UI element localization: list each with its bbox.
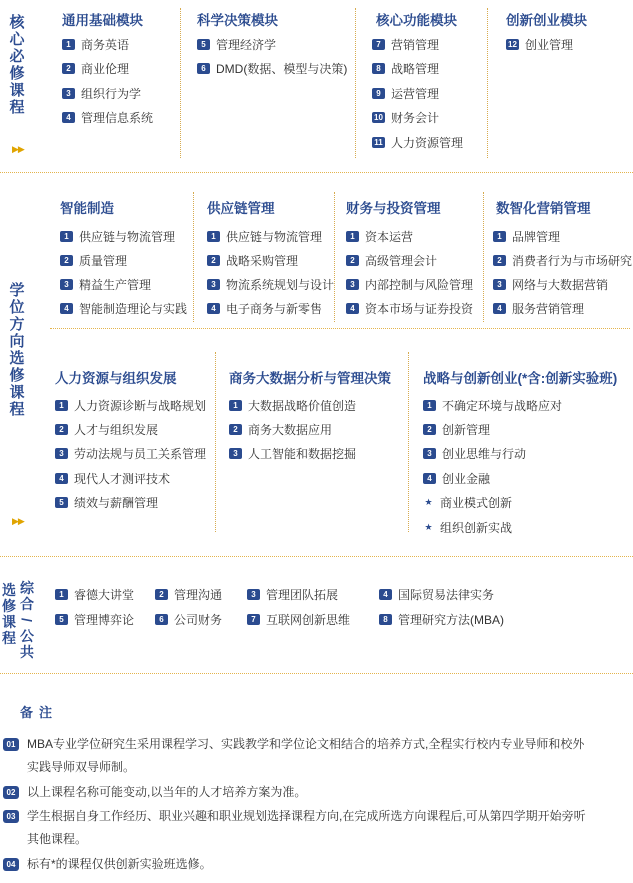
divider xyxy=(50,328,630,329)
course-item xyxy=(379,586,494,602)
note-number-badge: 04 xyxy=(3,858,19,871)
course-item xyxy=(62,61,129,77)
number-badge: 1 xyxy=(423,400,436,411)
course-item xyxy=(493,228,560,244)
course-item xyxy=(423,495,512,511)
module-title: 商务大数据分析与管理决策 xyxy=(229,371,391,386)
course-item xyxy=(423,470,490,486)
number-badge: 6 xyxy=(155,614,168,625)
note-number-badge: 03 xyxy=(3,810,19,823)
number-badge: 3 xyxy=(62,88,75,99)
course-item xyxy=(60,277,151,293)
course-item xyxy=(207,301,322,317)
course-name: 现代人才测评技术 xyxy=(74,471,171,486)
course-name: 营销管理 xyxy=(391,37,440,52)
number-badge: 3 xyxy=(493,279,506,290)
number-badge: 4 xyxy=(379,589,392,600)
number-badge: 3 xyxy=(346,279,359,290)
column-divider xyxy=(193,192,194,322)
number-badge: 7 xyxy=(372,39,385,50)
number-badge: 1 xyxy=(55,589,68,600)
number-badge: 2 xyxy=(155,589,168,600)
module-title: 创新创业模块 xyxy=(506,13,587,28)
course-item xyxy=(207,277,334,293)
course-name: 公司财务 xyxy=(174,612,223,627)
course-item xyxy=(55,397,206,413)
column-divider xyxy=(180,8,181,158)
course-name: 国际贸易法律实务 xyxy=(398,587,495,602)
course-item xyxy=(423,446,526,462)
course-name: 管理团队拓展 xyxy=(266,587,339,602)
course-name: 创新管理 xyxy=(442,422,491,437)
course-item xyxy=(372,110,439,126)
course-item xyxy=(60,301,187,317)
column-divider xyxy=(334,192,335,322)
number-badge: 8 xyxy=(379,614,392,625)
course-name: 劳动法规与员工关系管理 xyxy=(74,447,207,462)
course-name: 创业思维与行动 xyxy=(442,447,527,462)
course-item xyxy=(197,36,276,52)
course-name: 供应链与物流管理 xyxy=(226,229,323,244)
course-name: 消费者行为与市场研究 xyxy=(512,253,633,268)
note-number-badge: 01 xyxy=(3,738,19,751)
course-name: 战略管理 xyxy=(391,62,440,76)
course-name: 物流系统规划与设计 xyxy=(226,278,335,293)
course-name: 精益生产管理 xyxy=(79,278,152,293)
course-name: DMD(数据、模型与决策) xyxy=(216,62,348,76)
module-title: 人力资源与组织发展 xyxy=(55,371,177,386)
course-name: 电子商务与新零售 xyxy=(226,302,323,317)
course-name: 组织创新实战 xyxy=(440,520,513,535)
course-name: 战略采购管理 xyxy=(226,253,299,268)
double-chevron-right-icon: ▶▶ xyxy=(12,516,24,526)
number-badge: 4 xyxy=(62,112,75,123)
number-badge: 4 xyxy=(493,303,506,314)
course-name: 睿德大讲堂 xyxy=(74,587,135,602)
course-name: 管理研究方法(MBA) xyxy=(398,612,504,627)
course-name: 创业金融 xyxy=(442,471,491,486)
course-item xyxy=(423,519,512,535)
number-badge: 3 xyxy=(55,448,68,459)
course-item xyxy=(423,421,490,437)
number-badge: 4 xyxy=(60,303,73,314)
module-title: 战略与创新创业(*含:创新实验班) xyxy=(423,371,618,386)
course-item xyxy=(60,252,127,268)
course-item xyxy=(55,586,134,602)
star-icon: ★ xyxy=(424,497,433,508)
module-title: 智能制造 xyxy=(60,201,114,216)
course-name: 商务大数据应用 xyxy=(248,422,333,437)
course-name: 人力资源诊断与战略规划 xyxy=(74,398,207,413)
number-badge: 2 xyxy=(229,424,242,435)
module-title: 科学决策模块 xyxy=(197,13,278,28)
course-item xyxy=(55,446,206,462)
number-badge: 1 xyxy=(55,400,68,411)
course-name: 管理经济学 xyxy=(216,37,277,52)
number-badge: 1 xyxy=(207,231,220,242)
column-divider xyxy=(215,352,216,532)
course-item xyxy=(493,301,584,317)
column-divider xyxy=(408,352,409,532)
course-item xyxy=(55,421,158,437)
number-badge: 1 xyxy=(229,400,242,411)
number-badge: 3 xyxy=(229,448,242,459)
course-item xyxy=(372,134,463,150)
course-name: 网络与大数据营销 xyxy=(512,278,609,293)
course-item xyxy=(62,110,153,126)
note-text: 以上课程名称可能变动,以当年的人才培养方案为准。 xyxy=(27,785,307,799)
course-name: 创业管理 xyxy=(525,37,574,52)
course-name: 管理博弈论 xyxy=(74,612,135,627)
number-badge: 2 xyxy=(423,424,436,435)
number-badge: 4 xyxy=(423,473,436,484)
number-badge: 3 xyxy=(247,589,260,600)
divider xyxy=(0,556,633,557)
number-badge: 1 xyxy=(60,231,73,242)
course-item xyxy=(372,61,439,77)
number-badge: 2 xyxy=(60,255,73,266)
course-name: 商业伦理 xyxy=(81,62,130,76)
course-item xyxy=(372,85,439,101)
course-name: 高级管理会计 xyxy=(365,253,438,268)
course-item xyxy=(60,228,175,244)
number-badge: 1 xyxy=(62,39,75,50)
number-badge: 5 xyxy=(55,614,68,625)
course-item xyxy=(207,228,322,244)
module-title: 供应链管理 xyxy=(207,201,275,216)
course-name: 商业模式创新 xyxy=(440,496,513,511)
number-badge: 2 xyxy=(493,255,506,266)
course-item xyxy=(346,252,437,268)
number-badge: 2 xyxy=(207,255,220,266)
course-name: 资本运营 xyxy=(365,229,414,244)
module-title: 数智化营销管理 xyxy=(496,201,591,216)
divider xyxy=(0,172,633,173)
divider xyxy=(0,673,633,674)
number-badge: 10 xyxy=(372,112,385,123)
number-badge: 2 xyxy=(346,255,359,266)
star-icon: ★ xyxy=(424,521,433,532)
course-item xyxy=(423,397,562,413)
number-badge: 12 xyxy=(506,39,519,50)
direction-elective-label: 学 位 方 向 选 修 课 程 xyxy=(9,282,25,418)
number-badge: 4 xyxy=(207,303,220,314)
course-name: 服务营销管理 xyxy=(512,302,585,317)
column-divider xyxy=(483,192,484,322)
course-item xyxy=(379,611,504,627)
course-name: 管理沟通 xyxy=(174,587,223,602)
course-item xyxy=(229,421,332,437)
course-item xyxy=(155,611,222,627)
column-divider xyxy=(487,8,488,158)
note-text: 标有*的课程仅供创新实验班选修。 xyxy=(27,857,212,871)
course-name: 商务英语 xyxy=(81,37,130,52)
course-name: 质量管理 xyxy=(79,253,128,268)
number-badge: 3 xyxy=(423,448,436,459)
module-title: 通用基础模块 xyxy=(62,13,143,28)
course-item xyxy=(62,85,141,101)
course-item xyxy=(55,495,158,511)
number-badge: 3 xyxy=(60,279,73,290)
notes-title: 备注 xyxy=(20,705,59,720)
course-item xyxy=(346,228,413,244)
note-text: 学生根据自身工作经历、职业兴趣和职业规划选择课程方向,在完成所选方向课程后,可从第四学期开始旁听其他课程。 xyxy=(27,809,586,846)
number-badge: 5 xyxy=(197,39,210,50)
course-item xyxy=(493,252,632,268)
course-name: 人力资源管理 xyxy=(391,135,464,150)
number-badge: 11 xyxy=(372,137,385,148)
note-text: MBA专业学位研究生采用课程学习、实践教学和学位论文相结合的培养方式,全程实行校内专业导师和校外实践导师双导师制。 xyxy=(27,737,585,774)
course-name: 不确定环境与战略应对 xyxy=(442,398,563,413)
course-item xyxy=(372,36,439,52)
number-badge: 4 xyxy=(346,303,359,314)
module-title: 财务与投资管理 xyxy=(346,201,441,216)
course-item xyxy=(155,586,222,602)
course-item xyxy=(247,586,338,602)
course-item xyxy=(197,61,347,77)
elective-label: 选 修 课 程 xyxy=(2,582,16,646)
comprehensive-public-label: 综 合 / 公 共 xyxy=(19,580,35,660)
column-divider xyxy=(355,8,356,158)
number-badge: 4 xyxy=(55,473,68,484)
course-item xyxy=(207,252,298,268)
course-name: 供应链与物流管理 xyxy=(79,229,176,244)
course-item xyxy=(247,611,350,627)
course-name: 运营管理 xyxy=(391,86,440,101)
course-name: 绩效与薪酬管理 xyxy=(74,496,159,511)
course-name: 智能制造理论与实践 xyxy=(79,302,188,317)
course-item xyxy=(346,277,473,293)
number-badge: 8 xyxy=(372,63,385,74)
course-name: 财务会计 xyxy=(391,111,440,125)
note-number-badge: 02 xyxy=(3,786,19,799)
course-item xyxy=(55,611,134,627)
course-name: 管理信息系统 xyxy=(81,111,154,125)
number-badge: 1 xyxy=(493,231,506,242)
module-title: 核心功能模块 xyxy=(376,13,457,28)
core-required-label: 核 心 必 修 课 程 xyxy=(9,14,25,116)
course-name: 组织行为学 xyxy=(81,86,142,101)
course-item xyxy=(493,277,608,293)
course-name: 品牌管理 xyxy=(512,229,561,244)
course-name: 大数据战略价值创造 xyxy=(248,398,357,413)
course-name: 互联网创新思维 xyxy=(266,612,351,627)
number-badge: 2 xyxy=(62,63,75,74)
number-badge: 7 xyxy=(247,614,260,625)
number-badge: 3 xyxy=(207,279,220,290)
course-item xyxy=(346,301,473,317)
number-badge: 9 xyxy=(372,88,385,99)
course-name: 人工智能和数据挖掘 xyxy=(248,447,357,462)
number-badge: 1 xyxy=(346,231,359,242)
course-item xyxy=(55,470,170,486)
course-name: 资本市场与证券投资 xyxy=(365,302,474,317)
course-name: 内部控制与风险管理 xyxy=(365,278,474,293)
number-badge: 6 xyxy=(197,63,210,74)
course-item xyxy=(506,36,573,52)
double-chevron-right-icon: ▶▶ xyxy=(12,144,24,154)
number-badge: 2 xyxy=(55,424,68,435)
course-name: 人才与组织发展 xyxy=(74,422,159,437)
course-item xyxy=(62,36,129,52)
course-item xyxy=(229,446,356,462)
number-badge: 5 xyxy=(55,497,68,508)
course-item xyxy=(229,397,356,413)
